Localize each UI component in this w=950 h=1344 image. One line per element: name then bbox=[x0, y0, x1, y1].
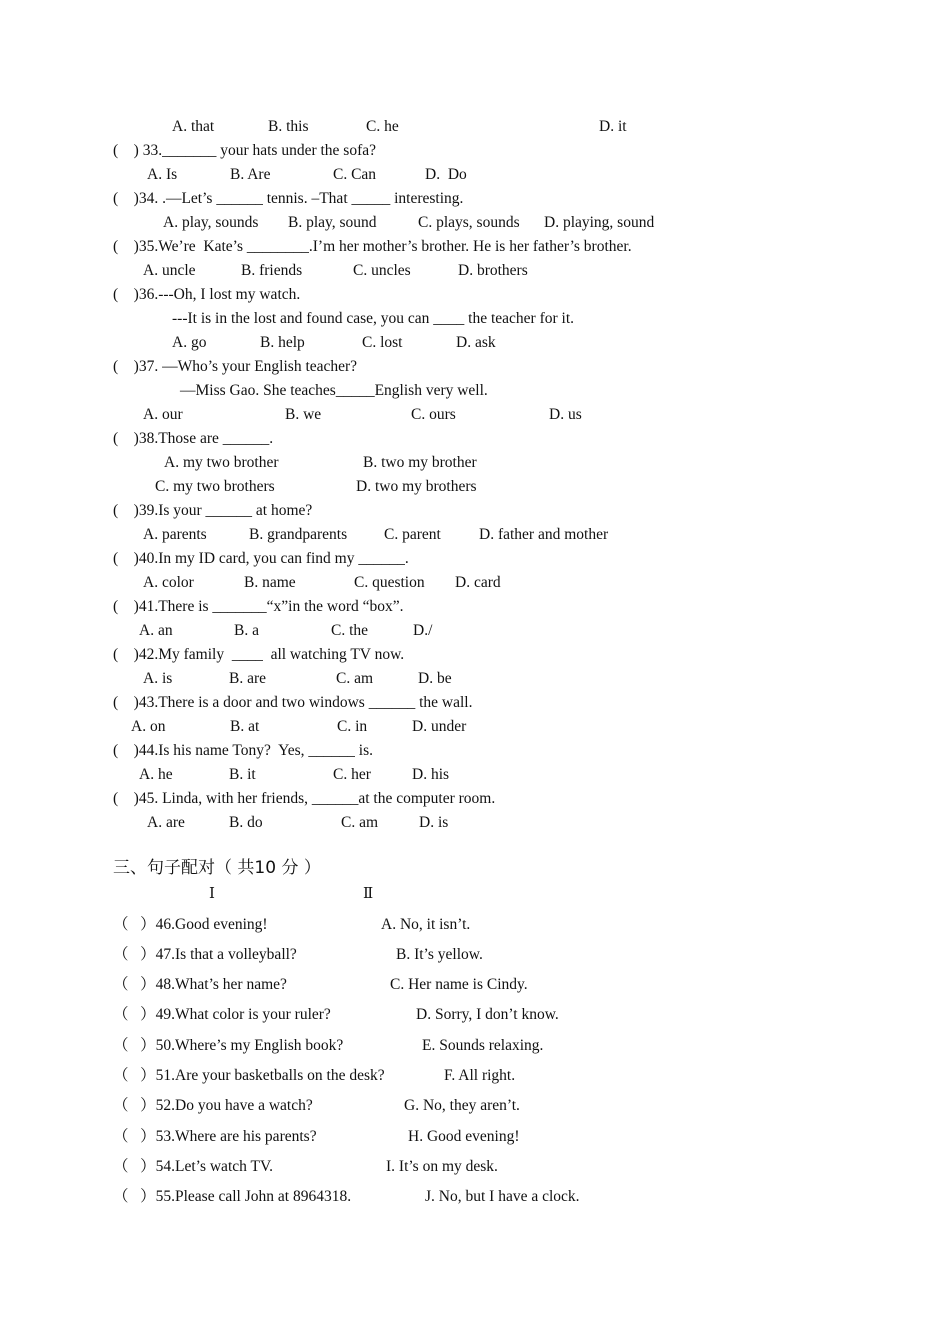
option-d: D. father and mother bbox=[479, 526, 609, 543]
match-right-h: H. Good evening! bbox=[408, 1128, 520, 1145]
question-stem-continued: —Miss Gao. She teaches_____English very well. bbox=[180, 382, 488, 399]
option-d: D. us bbox=[549, 406, 582, 423]
option-a: A. parents bbox=[143, 526, 207, 543]
option-a: A. is bbox=[143, 670, 173, 687]
question-stem: ( )34. .—Let’s ______ tennis. –That _____ interesting. bbox=[113, 190, 464, 207]
match-left-51: （ ）51.Are your basketballs on the desk? bbox=[113, 1067, 385, 1084]
question-stem: ( )42.My family ____ all watching TV now. bbox=[113, 646, 405, 663]
option-d: D. two my brothers bbox=[356, 478, 477, 495]
option-b: B. at bbox=[230, 718, 260, 735]
option-a: A. my two brother bbox=[164, 454, 279, 471]
option-b: B. two my brother bbox=[363, 454, 477, 471]
option-c: C. lost bbox=[362, 334, 403, 351]
question-stem: ( )39.Is your ______ at home? bbox=[113, 502, 313, 519]
match-right-i: I. It’s on my desk. bbox=[386, 1158, 498, 1175]
match-right-f: F. All right. bbox=[444, 1067, 516, 1084]
option-d: D. is bbox=[419, 814, 449, 831]
option-b: B. name bbox=[244, 574, 296, 591]
option-a: A. play, sounds bbox=[163, 214, 259, 231]
question-stem: ( )43.There is a door and two windows ______ the wall. bbox=[113, 694, 473, 711]
match-left-50: （ ）50.Where’s my English book? bbox=[113, 1037, 344, 1054]
option-b: B. it bbox=[229, 766, 256, 783]
option-a: A. color bbox=[143, 574, 194, 591]
option-c: C. plays, sounds bbox=[418, 214, 520, 231]
option-b: B. friends bbox=[241, 262, 303, 279]
option-d: D. ask bbox=[456, 334, 496, 351]
option-a: A. on bbox=[131, 718, 166, 735]
option-c: C. my two brothers bbox=[155, 478, 275, 495]
option-a: A. Is bbox=[147, 166, 178, 183]
match-right-g: G. No, they aren’t. bbox=[404, 1097, 520, 1114]
option-d: D. brothers bbox=[458, 262, 528, 279]
question-stem: ( )41.There is _______“x”in the word “box”. bbox=[113, 598, 404, 615]
question-stem: ( )36.---Oh, I lost my watch. bbox=[113, 286, 301, 303]
option-b: B. Are bbox=[230, 166, 271, 183]
question-stem: ( )40.In my ID card, you can find my ______. bbox=[113, 550, 409, 567]
option-c: C. in bbox=[337, 718, 368, 735]
match-right-d: D. Sorry, I don’t know. bbox=[416, 1006, 559, 1023]
option-d: D. Do bbox=[425, 166, 467, 183]
match-left-54: （ ）54.Let’s watch TV. bbox=[113, 1158, 274, 1175]
option-b: B. are bbox=[229, 670, 267, 687]
q32-option-b: B. this bbox=[268, 118, 309, 135]
option-b: B. we bbox=[285, 406, 322, 423]
option-a: A. uncle bbox=[143, 262, 196, 279]
option-d: D./ bbox=[413, 622, 433, 639]
q32-option-a: A. that bbox=[172, 118, 215, 135]
match-right-e: E. Sounds relaxing. bbox=[422, 1037, 544, 1054]
option-d: D. under bbox=[412, 718, 467, 735]
column-header-1: Ⅰ bbox=[209, 884, 215, 902]
option-c: C. Can bbox=[333, 166, 377, 183]
column-header-2: Ⅱ bbox=[363, 884, 374, 902]
q32-option-d: D. it bbox=[599, 118, 627, 135]
option-d: D. playing, sound bbox=[544, 214, 655, 231]
option-c: C. am bbox=[336, 670, 374, 687]
option-a: A. are bbox=[147, 814, 185, 831]
option-c: C. parent bbox=[384, 526, 441, 543]
match-left-48: （ ）48.What’s her name? bbox=[113, 976, 287, 993]
question-stem: ( )45. Linda, with her friends, ______at the computer room. bbox=[113, 790, 496, 807]
match-right-c: C. Her name is Cindy. bbox=[390, 976, 528, 993]
match-left-53: （ ）53.Where are his parents? bbox=[113, 1128, 317, 1145]
match-left-49: （ ）49.What color is your ruler? bbox=[113, 1006, 331, 1023]
option-d: D. card bbox=[455, 574, 501, 591]
question-stem: ( )37. —Who’s your English teacher? bbox=[113, 358, 358, 375]
match-left-47: （ ）47.Is that a volleyball? bbox=[113, 946, 297, 963]
option-b: B. grandparents bbox=[249, 526, 348, 543]
question-stem: ( ) 33._______ your hats under the sofa? bbox=[113, 142, 377, 159]
match-right-j: J. No, but I have a clock. bbox=[425, 1188, 580, 1205]
question-stem: ( )35.We’re Kate’s ________.I’m her mother’s brother. He is her father’s brother. bbox=[113, 238, 632, 255]
option-a: A. go bbox=[172, 334, 207, 351]
option-a: A. he bbox=[139, 766, 173, 783]
option-c: C. her bbox=[333, 766, 371, 783]
question-stem: ( )44.Is his name Tony? Yes, ______ is. bbox=[113, 742, 373, 759]
option-d: D. his bbox=[412, 766, 450, 783]
option-c: C. am bbox=[341, 814, 379, 831]
option-c: C. ours bbox=[411, 406, 456, 423]
q32-option-c: C. he bbox=[366, 118, 399, 135]
question-stem: ( )38.Those are ______. bbox=[113, 430, 274, 447]
section-title: 三、句子配对（ 共10 分 ） bbox=[113, 858, 321, 878]
option-a: A. our bbox=[143, 406, 183, 423]
option-b: B. do bbox=[229, 814, 263, 831]
question-stem-continued: ---It is in the lost and found case, you can ____ the teacher for it. bbox=[172, 310, 575, 327]
option-b: B. play, sound bbox=[288, 214, 377, 231]
option-c: C. question bbox=[354, 574, 425, 591]
option-a: A. an bbox=[139, 622, 173, 639]
match-right-a: A. No, it isn’t. bbox=[381, 916, 471, 933]
match-left-52: （ ）52.Do you have a watch? bbox=[113, 1097, 313, 1114]
option-c: C. uncles bbox=[353, 262, 411, 279]
option-b: B. a bbox=[234, 622, 259, 639]
option-d: D. be bbox=[418, 670, 452, 687]
match-left-55: （ ）55.Please call John at 8964318. bbox=[113, 1188, 352, 1205]
option-c: C. the bbox=[331, 622, 369, 639]
option-b: B. help bbox=[260, 334, 305, 351]
match-right-b: B. It’s yellow. bbox=[396, 946, 483, 963]
match-left-46: （ ）46.Good evening! bbox=[113, 916, 268, 933]
